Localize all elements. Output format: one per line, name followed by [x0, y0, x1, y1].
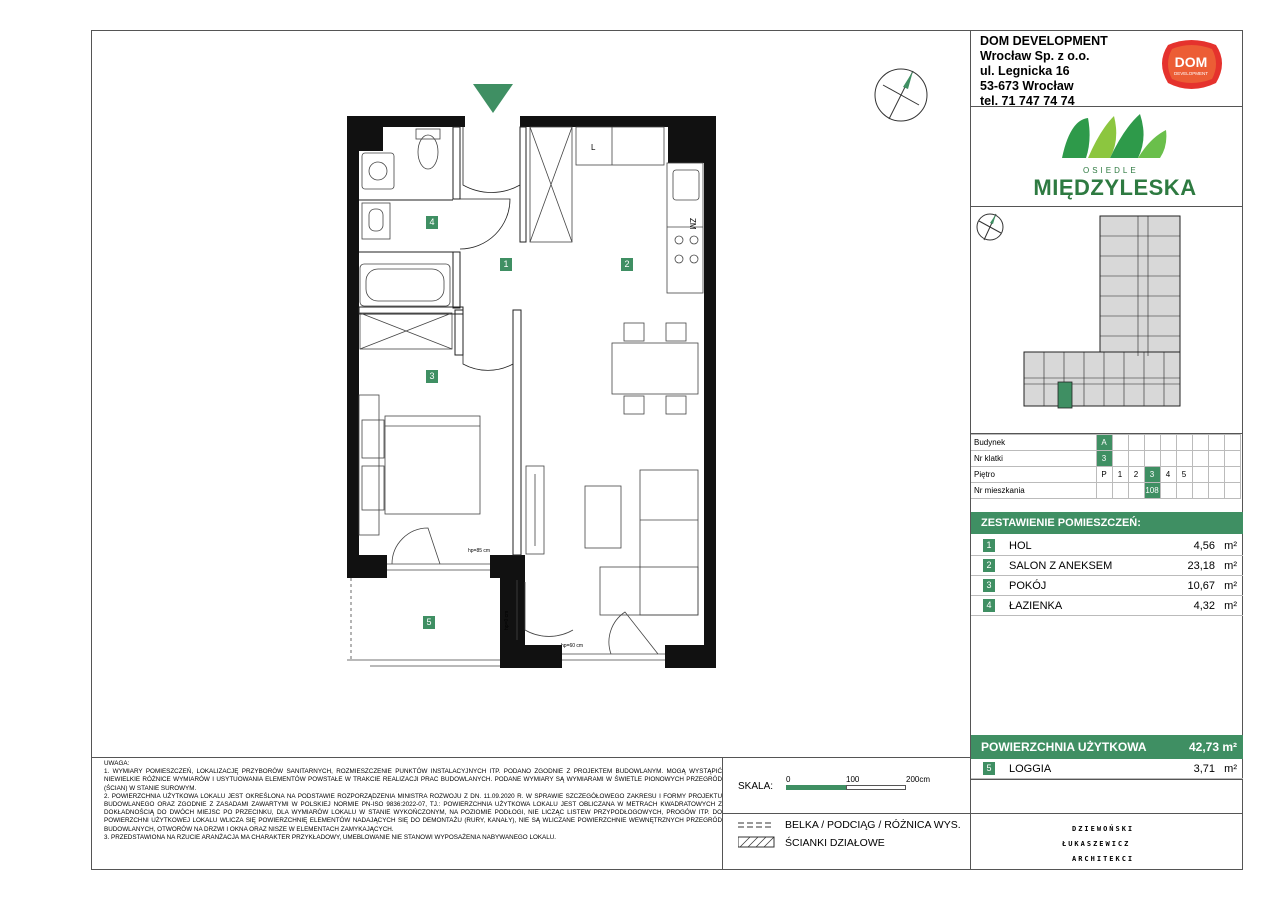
floor-plan — [340, 80, 730, 680]
floor-label: Piętro — [971, 467, 1096, 483]
floor-p: P — [1096, 467, 1112, 483]
key-plan-apartment-marker — [1058, 382, 1072, 408]
rooms-list — [971, 536, 1243, 616]
stair-label: Nr klatki — [971, 451, 1096, 467]
floor-5: 5 — [1176, 467, 1192, 483]
stair-row — [971, 451, 1240, 467]
sidebar-line-4 — [970, 779, 1243, 780]
kitchen-l-label: L — [591, 143, 596, 152]
sidebar-line-5 — [970, 813, 1243, 814]
legend-symbols — [738, 820, 778, 850]
floor-1: 1 — [1112, 467, 1128, 483]
entrance-arrow-icon — [473, 84, 513, 113]
rooms-header: ZESTAWIENIE POMIESZCZEŃ: — [971, 512, 1243, 534]
room-row: 4 ŁAZIENKA 4,32 m² — [971, 596, 1243, 616]
room-row: 2 SALON Z ANEKSEM 23,18 m² — [971, 556, 1243, 576]
company-name: DOM DEVELOPMENT — [980, 34, 1108, 48]
kitchen-zm-label: ZM — [688, 218, 697, 230]
architect-line-2: ŁUKASZEWICZ — [1062, 840, 1131, 848]
apartment-label: Nr mieszkania — [971, 483, 1096, 499]
footer-divider — [91, 757, 971, 758]
dom-development-logo — [1158, 37, 1224, 91]
legend-divider — [722, 813, 971, 814]
estate-name: MIĘDZYLESKA — [1033, 175, 1197, 200]
floor-4: 4 — [1160, 467, 1176, 483]
building-label: Budynek — [971, 435, 1096, 451]
legend-dashed-label: BELKA / PODCIĄG / RÓŻNICA WYS. — [785, 819, 961, 831]
window-hp60-label: hp=60 cm — [561, 643, 584, 649]
architect-logo — [1062, 822, 1134, 867]
room-row: 3 POKÓJ 10,67 m² — [971, 576, 1243, 596]
plan-room-2-label: 2 — [621, 258, 633, 271]
company-line2: Wrocław Sp. z o.o. — [980, 49, 1090, 63]
scale-tick-200: 200cm — [906, 775, 931, 784]
plan-room-5-label: 5 — [423, 616, 435, 629]
dom-logo-subtext: DEVELOPMENT — [1173, 71, 1209, 76]
plan-room-3-label: 3 — [426, 370, 438, 383]
apartment-value: 108 — [1144, 483, 1160, 499]
apartment-row — [971, 483, 1240, 499]
building-value: A — [1096, 435, 1112, 451]
plan-room-1-label: 1 — [500, 258, 512, 271]
note-item-1: 1. WYMIARY POMIESZCZEŃ, LOKALIZACJĘ PRZYBORÓW SANITARNYCH, ROZMIESZCZENIE PUNKTÓW INSTALACYJNYCH ITP. PODANO ZGODNIE Z PROJEKTEM BUDOWLANYM. MOGĄ WYSTĄPIĆ NIEWIELKIE RÓŻNICE WYMIARÓW I USYTUOWANIA ELEMENTÓW POWSTAŁE W TRAKCIE REALIZACJI PRAC BUDOWLANYCH. PODANE WYMIARY SĄ WYMIARAMI W ŚWIETLE PIONOWYCH PRZEGRÓD (ŚCIAN) W STANIE SUROWYM. — [104, 768, 722, 792]
note-item-2: 2. POWIERZCHNIA UŻYTKOWA LOKALU JEST OKREŚLONA NA PODSTAWIE ROZPORZĄDZENIA MINISTRA ROZWOJU Z DN. 11.09.2020 R. W SPRAWIE SZCZEGÓŁOWEGO ZAKRESU I FORMY PROJEKTU BUDOWLANEGO ORAZ ZGODNIE Z ZASADAMI ZAWARTYMI W POLSKIEJ NORMIE PN-ISO 9836:2022-07, TJ.: POWIERZCHNIA UŻYTKOWA LOKALU JEST OBLICZANA W METRACH KWADRATOWYCH Z DOKŁADNOŚCIĄ DO DWÓCH MIEJSC PO PRZECINKU, DLA WYMIARÓW LOKALU W STANIE WYKOŃCZONYM, NA POZIOMIE PODŁOGI, NIE LICZĄC LISTEW PRZYPODŁOGOWYCH, PROGÓW ITP. DO POWIERZCHNI UŻYTKOWEJ LOKALU WLICZA SIĘ POWIERZCHNIĘ ELEMENTÓW NADAJĄCYCH SIĘ DO DEMONTAŻU (RURY, KANAŁY), NIE SĄ WLICZANE POWIERZCHNIE WEWNĘTRZNYCH PRZEGRÓD BUDOWLANYCH, OTWORÓW NA DRZWI I OKNA ORAZ NISZE W ELEMENTACH ZAMYKAJĄCYCH. — [104, 792, 722, 833]
notes-block — [104, 760, 722, 842]
scale-label: SKALA: — [738, 781, 774, 792]
scale-bar-segment-1 — [786, 785, 846, 790]
scale-bar-segment-2 — [846, 785, 906, 790]
door-hp0-label: hp=0 cm — [504, 610, 510, 630]
company-street: ul. Legnicka 16 — [980, 64, 1070, 78]
key-plan-diagram — [1020, 212, 1190, 412]
window-hp85-label: hp=85 cm — [468, 548, 491, 554]
room-row: 1 HOL 4,56 m² — [971, 536, 1243, 556]
floor-row — [971, 467, 1240, 483]
note-item-3: 3. PRZEDSTAWIONA NA RZUCIE ARANŻACJA MA CHARAKTER PRZYKŁADOWY, UMEBLOWANIE NIE STANOWI WYPOSAŻENIA NABYWANEGO LOKALU. — [104, 833, 557, 841]
usable-area-bar — [971, 735, 1243, 759]
notes-title: UWAGA: — [104, 760, 130, 767]
loggia-row: 5 LOGGIA 3,71 m² — [971, 759, 1243, 779]
dom-logo-text: DOM — [1174, 54, 1208, 70]
architect-line-3: ARCHITEKCI — [1072, 855, 1135, 863]
usable-area-label: POWIERZCHNIA UŻYTKOWA — [981, 740, 1147, 754]
sidebar-line-2 — [970, 206, 1243, 207]
company-address — [980, 34, 1108, 109]
usable-area-value: 42,73 m² — [1188, 740, 1237, 754]
stair-value: 3 — [1096, 451, 1112, 467]
floor-2: 2 — [1128, 467, 1144, 483]
scale-tick-0: 0 — [786, 775, 791, 784]
building-row — [971, 435, 1240, 451]
scale-tick-100: 100 — [846, 775, 860, 784]
legend-hatched-label: ŚCIANKI DZIAŁOWE — [785, 837, 885, 849]
estate-subtitle: OSIEDLE — [1083, 166, 1139, 175]
north-arrow-small-icon — [975, 212, 1005, 242]
company-city: 53-673 Wrocław — [980, 79, 1074, 93]
floor-3: 3 — [1144, 467, 1160, 483]
architect-line-1: DZIEWOŃSKI — [1072, 825, 1135, 833]
company-phone: tel. 71 747 74 74 — [980, 94, 1075, 108]
apartment-info-table — [971, 434, 1241, 499]
north-arrow-icon — [873, 67, 929, 123]
plan-room-4-label: 4 — [426, 216, 438, 229]
